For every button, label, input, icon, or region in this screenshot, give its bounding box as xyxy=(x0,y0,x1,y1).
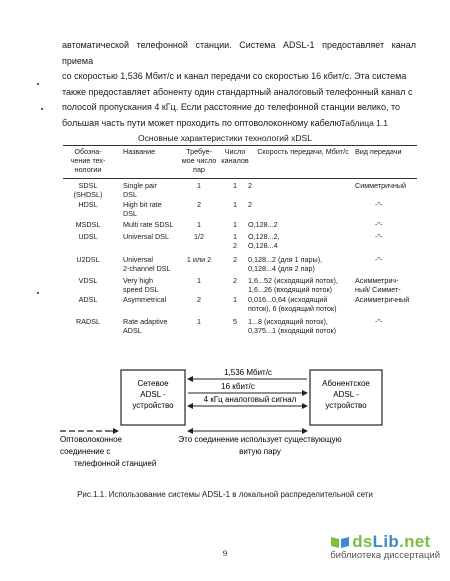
table-cell-name: Rate adaptive xyxy=(123,317,168,326)
table-cell-code: RADSL xyxy=(76,317,100,326)
left-box-line: устройство xyxy=(132,401,174,410)
paragraph-line: также предоставляет абоненту один стандартный аналоговый телефонный канал с xyxy=(62,86,413,97)
table-cell-name: Single pair xyxy=(123,181,157,190)
table-cell-name: Universal xyxy=(123,255,153,264)
table-cell-pairs: 1 xyxy=(197,276,201,285)
table-header-cell: Обозна- xyxy=(74,147,102,156)
table-cell-code: HDSL xyxy=(78,200,98,209)
table-header-cell: чение тех- xyxy=(70,156,106,165)
table-cell-speed: O,128...4 xyxy=(248,241,278,250)
table-cell-channels: 2 xyxy=(233,241,237,250)
table-cell-channels: 1 xyxy=(233,232,237,241)
table-title: Основные характеристики технологий xDSL xyxy=(138,133,312,143)
book-icon xyxy=(330,535,350,549)
watermark-brand xyxy=(330,532,440,552)
table-cell-mode: -"- xyxy=(375,232,383,241)
table-header-cell: пар xyxy=(193,165,205,174)
table-cell-mode: -"- xyxy=(375,200,383,209)
table-cell-speed: 0,016...0,64 (исходящий xyxy=(248,295,328,304)
table-cell-code: UDSL xyxy=(78,232,98,241)
table-cell-pairs: 1 xyxy=(197,220,201,229)
table-cell-channels: 1 xyxy=(233,220,237,229)
table-cell-speed: 2 xyxy=(248,181,252,190)
dslib-watermark[interactable] xyxy=(330,532,440,561)
table-cell-pairs: 1 xyxy=(197,181,201,190)
right-box-line: устройство xyxy=(325,401,367,410)
table-cell-pairs: 1 xyxy=(197,317,201,326)
table-header-cell: Требуе- xyxy=(186,147,212,156)
table-header-cell: каналов xyxy=(221,156,249,165)
page-number: 9 xyxy=(222,548,228,558)
table-cell-speed: 0,375...1 (входящий поток) xyxy=(248,326,337,335)
table-cell-channels: 1 xyxy=(233,181,237,190)
table-cell-mode: Асимметричный xyxy=(355,295,410,304)
table-header-cell: нологии xyxy=(74,165,102,174)
table-cell-pairs: 1/2 xyxy=(194,232,204,241)
table-cell-name: DSL xyxy=(123,190,137,199)
table-cell-name: High bit rate xyxy=(123,200,162,209)
table-header-cell: Вид передачи xyxy=(355,147,402,156)
table-cell-channels: 1 xyxy=(233,200,237,209)
table-cell-code: U2DSL xyxy=(76,255,100,264)
table-header-cell: мое число xyxy=(181,156,217,165)
table-cell-mode: ный/ Симмет- xyxy=(355,285,401,294)
table-cell-name: Universal DSL xyxy=(123,232,169,241)
table-cell-mode: -"- xyxy=(375,255,383,264)
table-cell-mode: Симметричный xyxy=(355,181,407,190)
pair-label-line: витую пару xyxy=(239,447,281,456)
table-cell-speed: O,128...2, xyxy=(248,232,280,241)
table-rule xyxy=(63,178,417,179)
watermark-subtitle: библиотека диссертаций xyxy=(330,550,440,561)
table-cell-speed: 1,6...52 (исходящий поток), xyxy=(248,276,338,285)
table-cell-speed: 2 xyxy=(248,200,252,209)
table-cell-code: MSDSL xyxy=(75,220,101,229)
table-cell-code: SDSL xyxy=(78,181,98,190)
table-cell-channels: 5 xyxy=(233,317,237,326)
table-cell-mode: Асимметрич- xyxy=(355,276,399,285)
watermark-lib: Lib xyxy=(372,532,400,551)
margin-mark xyxy=(37,83,39,85)
table-cell-speed: 1...8 (исходящий поток), xyxy=(248,317,328,326)
fiber-label-line: телефонной станцией xyxy=(74,459,157,468)
table-cell-channels: 1 xyxy=(233,295,237,304)
table-cell-channels: 2 xyxy=(233,255,237,264)
margin-mark xyxy=(41,108,43,110)
table-cell-speed: 0,128...4 (для 2 пар) xyxy=(248,264,315,273)
table-cell-name: DSL xyxy=(123,209,137,218)
xdsl-table xyxy=(63,145,417,345)
table-cell-name: Asymmetrical xyxy=(123,295,167,304)
table-number: Таблица 1.1 xyxy=(340,118,388,128)
paragraph-line: большая часть пути может проходить по оптоволоконному кабелю. xyxy=(62,117,344,128)
table-header-cell: Число xyxy=(224,147,246,156)
table-cell-mode: -"- xyxy=(375,220,383,229)
table-cell-code: ADSL xyxy=(78,295,98,304)
table-cell-name: Very high xyxy=(123,276,153,285)
margin-mark xyxy=(37,292,39,294)
left-box-line: Сетевое xyxy=(137,379,169,388)
table-cell-name: Multi rate SDSL xyxy=(123,220,174,229)
table-cell-name: 2-channel DSL xyxy=(123,264,171,273)
table-cell-speed: поток), 6 (входящий поток) xyxy=(248,304,337,313)
table-cell-speed: 0,128...2 (для 1 пары), xyxy=(248,255,323,264)
watermark-ds: ds xyxy=(352,532,373,551)
watermark-net: .net xyxy=(399,532,431,551)
table-cell-code: (SHDSL) xyxy=(73,190,103,199)
upstream-label: 16 кбит/с xyxy=(221,382,255,391)
right-box-line: ADSL - xyxy=(333,390,359,399)
table-cell-speed: O,128...2 xyxy=(248,220,278,229)
analog-label: 4 кГц аналоговый сигнал xyxy=(203,395,297,404)
left-box-line: ADSL - xyxy=(140,390,166,399)
table-cell-name: ADSL xyxy=(123,326,142,335)
table-header-cell: Название xyxy=(123,147,156,156)
paragraph-line: автоматической телефонной станции. Система ADSL-1 предоставляет канал приема xyxy=(62,40,416,66)
adsl-diagram xyxy=(60,360,440,480)
figure-caption: Рис.1.1. Использование системы ADSL-1 в локальной распределительной сети xyxy=(77,490,373,499)
paragraph-line: со скоростью 1,536 Мбит/с и канал передачи со скоростью 16 кбит/с. Эта система xyxy=(62,71,407,81)
table-cell-channels: 2 xyxy=(233,276,237,285)
fiber-label-line: Оптоволоконное xyxy=(60,435,122,444)
table-cell-mode: -"- xyxy=(375,317,383,326)
fiber-label-line: соединение с xyxy=(60,447,111,456)
table-cell-speed: 1,6...26 (входящий поток) xyxy=(248,285,333,294)
table-cell-pairs: 2 xyxy=(197,295,201,304)
table-header-cell: Скорость передачи, Мбит/с xyxy=(257,147,349,156)
paragraph-line: полосой пропускания 4 кГц. Если расстояние до телефонной станции велико, то xyxy=(62,102,400,112)
table-cell-pairs: 2 xyxy=(197,200,201,209)
downstream-label: 1,536 Мбит/с xyxy=(224,368,272,377)
table-cell-pairs: 1 или 2 xyxy=(186,255,212,264)
pair-label-line: Это соединение использует существующую xyxy=(178,435,342,444)
table-cell-name: speed DSL xyxy=(123,285,159,294)
table-cell-code: VDSL xyxy=(78,276,98,285)
right-box-line: Абонентское xyxy=(322,379,370,388)
table-rule xyxy=(63,145,417,146)
